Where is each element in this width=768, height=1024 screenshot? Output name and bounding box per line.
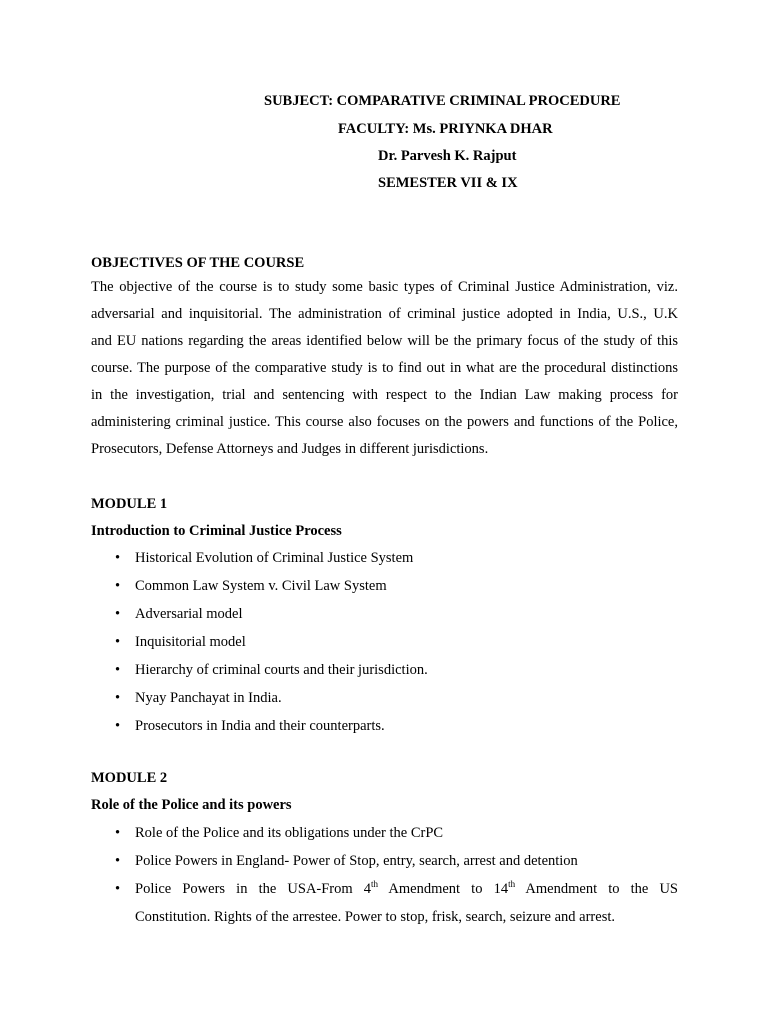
list-item-text: Historical Evolution of Criminal Justice System bbox=[135, 550, 414, 566]
list-item bbox=[91, 572, 678, 600]
objectives-line: Prosecutors, Defense Attorneys and Judges in different jurisdictions. bbox=[91, 441, 489, 457]
bullet-icon: • bbox=[115, 550, 121, 566]
faculty-second-line: Dr. Parvesh K. Rajput bbox=[378, 148, 517, 164]
list-item bbox=[91, 847, 678, 875]
module2-subheading: Role of the Police and its powers bbox=[91, 797, 292, 813]
objectives-line: The objective of the course is to study some basic types of Criminal Justice Administration, viz. bbox=[91, 279, 678, 295]
faculty-line: FACULTY: Ms. PRIYNKA DHAR bbox=[338, 121, 553, 137]
superscript-th: th bbox=[508, 879, 516, 890]
module1-subheading: Introduction to Criminal Justice Process bbox=[91, 523, 342, 539]
list-item-text: Hierarchy of criminal courts and their jurisdiction. bbox=[135, 662, 428, 678]
objectives-heading: OBJECTIVES OF THE COURSE bbox=[91, 255, 305, 271]
list-item bbox=[91, 684, 678, 712]
bullet-icon: • bbox=[115, 825, 121, 841]
list-item-text: Common Law System v. Civil Law System bbox=[135, 578, 387, 594]
bullet-icon: • bbox=[115, 634, 121, 650]
police-usa-text-part1: Police Powers in the USA-From 4 bbox=[135, 881, 372, 897]
list-item bbox=[91, 819, 678, 847]
list-item-text-continuation: Constitution. Rights of the arrestee. Power to stop, frisk, search, seizure and arrest. bbox=[135, 909, 615, 925]
list-item-text: Prosecutors in India and their counterparts. bbox=[135, 718, 385, 734]
list-item-text bbox=[135, 875, 678, 903]
list-item bbox=[91, 600, 678, 628]
module2-heading: MODULE 2 bbox=[91, 770, 168, 786]
superscript-th: th bbox=[371, 879, 379, 890]
module1-list bbox=[91, 544, 678, 740]
list-item bbox=[91, 656, 678, 684]
list-item bbox=[91, 544, 678, 572]
list-item bbox=[91, 875, 678, 931]
bullet-icon: • bbox=[115, 881, 121, 897]
module1-heading: MODULE 1 bbox=[91, 496, 168, 512]
list-item-text: Role of the Police and its obligations under the CrPC bbox=[135, 825, 444, 841]
objectives-line: course. The purpose of the comparative study is to find out in what are the procedural distinctions bbox=[91, 360, 678, 376]
list-item bbox=[91, 712, 678, 740]
objectives-line: administering criminal justice. This course also focuses on the powers and functions of the Police, bbox=[91, 414, 678, 430]
police-usa-text-part2: Amendment to 14 bbox=[378, 881, 509, 897]
bullet-icon: • bbox=[115, 662, 121, 678]
bullet-icon: • bbox=[115, 718, 121, 734]
bullet-icon: • bbox=[115, 690, 121, 706]
module2-list bbox=[91, 819, 678, 931]
objectives-line: adversarial and inquisitorial. The administration of criminal justice adopted in India, U.S., U.K bbox=[91, 306, 678, 322]
list-item-text: Adversarial model bbox=[135, 606, 243, 622]
semester-line: SEMESTER VII & IX bbox=[378, 175, 518, 191]
bullet-icon: • bbox=[115, 606, 121, 622]
police-usa-text-part3: Amendment to the US bbox=[515, 881, 678, 897]
objectives-line: in the investigation, trial and sentencing with respect to the Indian Law making process for bbox=[91, 387, 678, 403]
subject-line: SUBJECT: COMPARATIVE CRIMINAL PROCEDURE bbox=[264, 93, 621, 109]
list-item-text: Inquisitorial model bbox=[135, 634, 246, 650]
list-item-text: Nyay Panchayat in India. bbox=[135, 690, 282, 706]
bullet-icon: • bbox=[115, 578, 121, 594]
list-item-text: Police Powers in England- Power of Stop, entry, search, arrest and detention bbox=[135, 853, 578, 869]
bullet-icon: • bbox=[115, 853, 121, 869]
objectives-line: and EU nations regarding the areas identified below will be the primary focus of the study of this bbox=[91, 333, 678, 349]
objectives-paragraph bbox=[91, 274, 678, 463]
list-item bbox=[91, 628, 678, 656]
